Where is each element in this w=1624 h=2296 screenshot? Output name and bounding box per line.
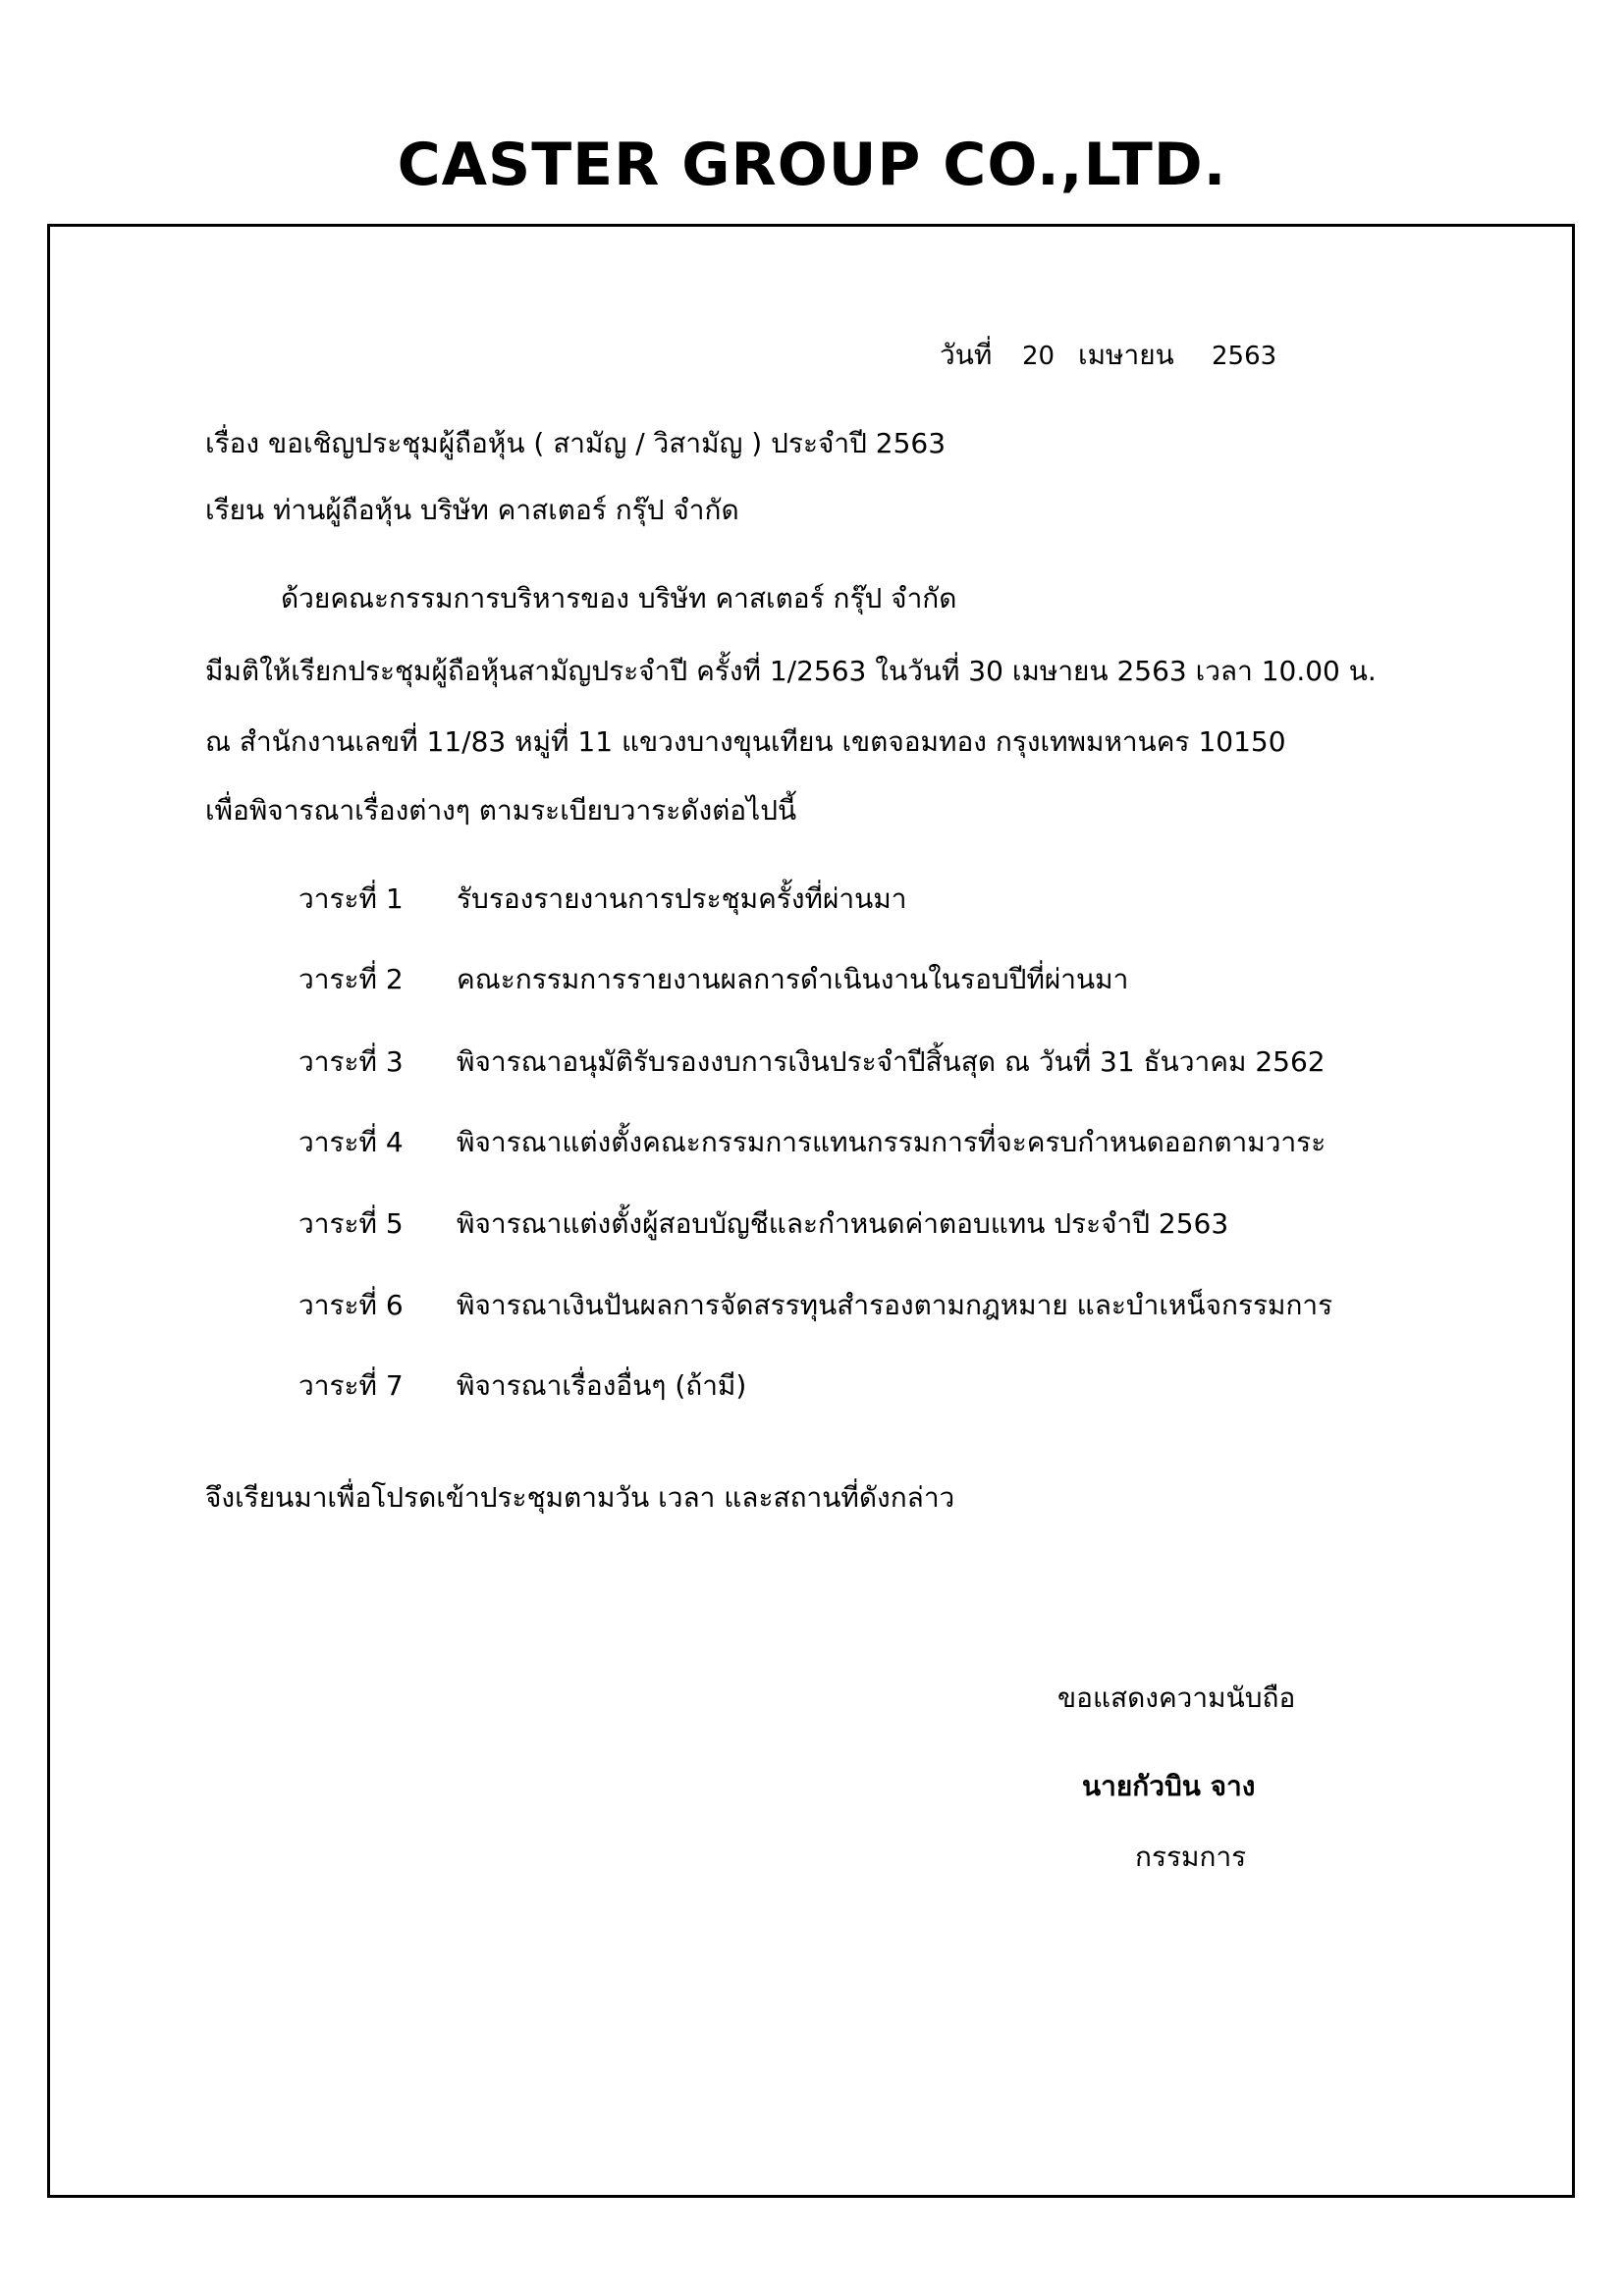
body-line: ณ สำนักงานเลขที่ 11/83 หมู่ที่ 11 แขวงบางขุนเทียน เขตจอมทอง กรุงเทพมหานคร 10150: [205, 725, 1286, 758]
agenda-label: วาระที่ 2: [298, 963, 404, 995]
agenda-label: วาระที่ 4: [298, 1126, 404, 1158]
agenda-label: วาระที่ 7: [298, 1369, 404, 1402]
agenda-label: วาระที่ 3: [298, 1045, 404, 1078]
signatory-name: นายกัวบิน จาง: [1082, 1770, 1256, 1802]
date-year: 2563: [1212, 342, 1277, 371]
recipient-line: เรียน ท่านผู้ถือหุ้น บริษัท คาสเตอร์ กรุ๊ป จำกัด: [205, 494, 739, 526]
agenda-text: คณะกรรมการรายงานผลการดำเนินงานในรอบปีที่ผ่านมา: [457, 963, 1129, 995]
agenda-text: พิจารณาเงินปันผลการจัดสรรทุนสำรองตามกฎหมาย และบำเหน็จกรรมการ: [457, 1289, 1333, 1321]
date-label: วันที่: [940, 339, 993, 371]
subject-line: เรื่อง ขอเชิญประชุมผู้ถือหุ้น ( สามัญ / วิสามัญ ) ประจำปี 2563: [205, 427, 947, 459]
body-line: ด้วยคณะกรรมการบริหารของ บริษัท คาสเตอร์ กรุ๊ป จำกัด: [281, 582, 957, 614]
agenda-label: วาระที่ 6: [298, 1289, 404, 1321]
signatory-title: กรรมการ: [1135, 1841, 1247, 1873]
date-day: 20: [1022, 342, 1056, 371]
agenda-text: พิจารณาแต่งตั้งคณะกรรมการแทนกรรมการที่จะครบกำหนดออกตามวาระ: [457, 1126, 1326, 1158]
agenda-text: พิจารณาอนุมัติรับรองงบการเงินประจำปีสิ้นสุด ณ วันที่ 31 ธันวาคม 2562: [457, 1045, 1326, 1078]
body-line: เพื่อพิจารณาเรื่องต่างๆ ตามระเบียบวาระดังต่อไปนี้: [205, 794, 797, 827]
agenda-label: วาระที่ 1: [298, 882, 404, 915]
agenda-label: วาระที่ 5: [298, 1207, 404, 1240]
date-month: เมษายน: [1078, 339, 1174, 371]
company-name: CASTER GROUP CO.,LTD.: [397, 131, 1227, 199]
closing-line: จึงเรียนมาเพื่อโปรดเข้าประชุมตามวัน เวลา และสถานที่ดังกล่าว: [205, 1481, 955, 1514]
body-line: มีมติให้เรียกประชุมผู้ถือหุ้นสามัญประจำปี ครั้งที่ 1/2563 ในวันที่ 30 เมษายน 2563 เวลา 10.00 น.: [205, 655, 1377, 687]
signature-regards: ขอแสดงความนับถือ: [1057, 1682, 1296, 1714]
agenda-text: พิจารณาเรื่องอื่นๆ (ถ้ามี): [457, 1369, 747, 1402]
agenda-text: พิจารณาแต่งตั้งผู้สอบบัญชีและกำหนดค่าตอบแทน ประจำปี 2563: [457, 1207, 1229, 1240]
agenda-text: รับรองรายงานการประชุมครั้งที่ผ่านมา: [457, 882, 907, 915]
